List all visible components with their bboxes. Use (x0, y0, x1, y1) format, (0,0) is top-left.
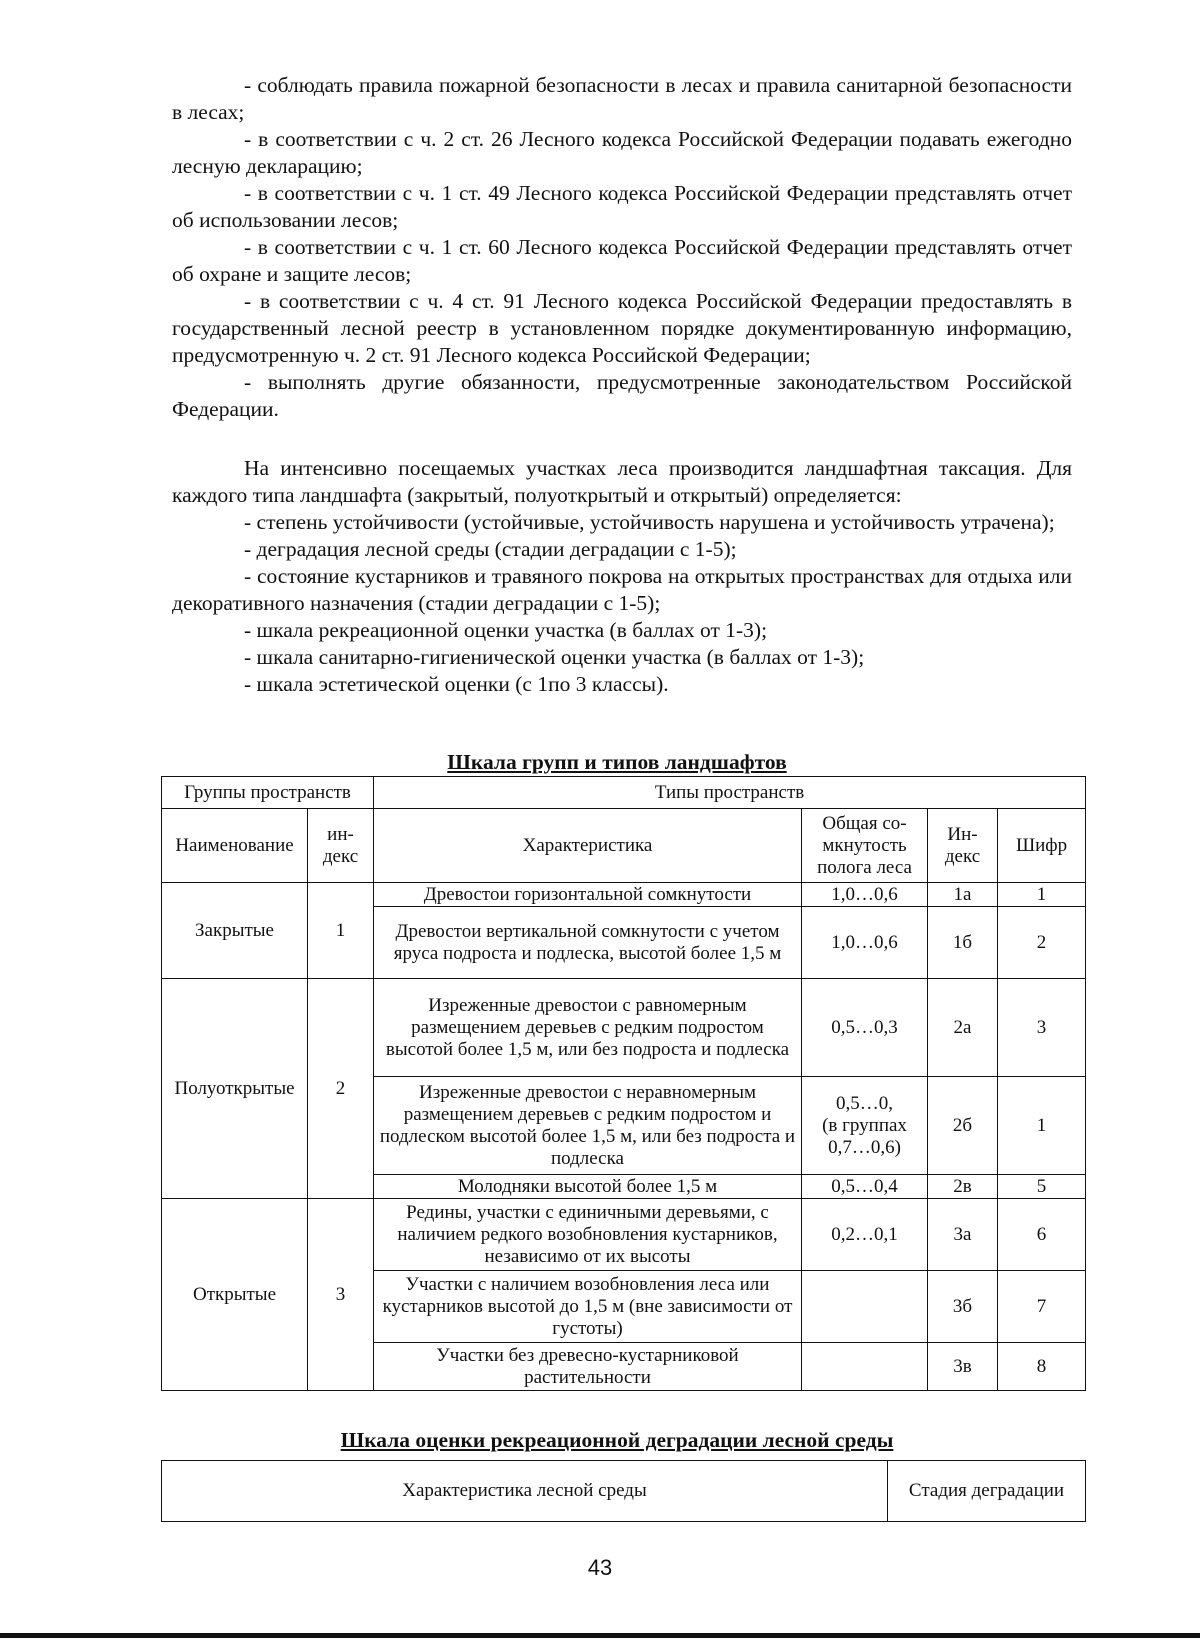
header-types: Типы пространств (374, 777, 1086, 809)
row-characteristic: Древостои горизонтальной сомкнутости (374, 883, 802, 907)
row-closure: 0,5…0, (в группах 0,7…0,6) (802, 1077, 928, 1175)
row-index: 2б (928, 1077, 998, 1175)
row-code: 8 (998, 1343, 1086, 1391)
group-index: 1 (308, 883, 374, 979)
row-characteristic: Древостои вертикальной сомкнутости с учетом яруса подроста и подлеска, высотой более 1,5 м (374, 907, 802, 979)
row-closure (802, 1343, 928, 1391)
row-characteristic: Редины, участки с единичными деревьями, с наличием редкого возобновления кустарников, независимо от их высоты (374, 1199, 802, 1271)
row-index: 1б (928, 907, 998, 979)
taxation-item: - деградация лесной среды (стадии деградации с 1-5); (244, 537, 737, 561)
obligation-item: - в соответствии с ч. 1 ст. 49 Лесного кодекса Российской Федерации представлять отчет об использовании лесов; (172, 181, 1072, 232)
header-characteristic: Характеристика (374, 809, 802, 883)
row-characteristic: Участки без древесно-кустарниковой растительности (374, 1343, 802, 1391)
header-closure: Общая со- мкнутость полога леса (802, 809, 928, 883)
row-closure: 1,0…0,6 (802, 883, 928, 907)
header-degradation-stage: Стадия деградации (888, 1461, 1086, 1522)
row-closure: 0,5…0,3 (802, 979, 928, 1077)
header-type-index: Ин- декс (928, 809, 998, 883)
table-row (162, 883, 1086, 907)
row-characteristic: Изреженные древостои с неравномерным размещением деревьев с редким подростом и подлеском высотой более 1,5 м, или без подроста и подлеска (374, 1077, 802, 1175)
table-row (162, 979, 1086, 1077)
row-index: 3б (928, 1271, 998, 1343)
header-forest-characteristic: Характеристика лесной среды (162, 1461, 888, 1522)
row-index: 1а (928, 883, 998, 907)
row-code: 3 (998, 979, 1086, 1077)
row-code: 1 (998, 883, 1086, 907)
group-name: Полуоткрытые (162, 979, 308, 1199)
row-characteristic: Участки с наличием возобновления леса или кустарников высотой до 1,5 м (вне зависимости от густоты) (374, 1271, 802, 1343)
row-code: 6 (998, 1199, 1086, 1271)
obligation-item: - соблюдать правила пожарной безопасности в лесах и правила санитарной безопасности в лесах; (172, 73, 1072, 124)
bottom-rule (0, 1633, 1200, 1638)
group-index: 2 (308, 979, 374, 1199)
header-group-index: ин- декс (308, 809, 374, 883)
header-code: Шифр (998, 809, 1086, 883)
group-name: Открытые (162, 1199, 308, 1391)
obligation-item: - в соответствии с ч. 2 ст. 26 Лесного кодекса Российской Федерации подавать ежегодно лесную декларацию; (172, 127, 1072, 178)
degradation-table-title: Шкала оценки рекреационной деградации лесной среды (340, 1428, 894, 1452)
row-closure: 0,2…0,1 (802, 1199, 928, 1271)
group-name: Закрытые (162, 883, 308, 979)
row-code: 2 (998, 907, 1086, 979)
degradation-table (161, 1460, 1086, 1522)
row-index: 3а (928, 1199, 998, 1271)
taxation-section (172, 455, 1072, 698)
taxation-item: - состояние кустарников и травяного покрова на открытых пространствах для отдыха или декоративного назначения (стадии деградации с 1-5); (172, 564, 1072, 615)
header-groups: Группы пространств (162, 777, 374, 809)
row-code: 7 (998, 1271, 1086, 1343)
taxation-item: - шкала эстетической оценки (с 1по 3 классы). (244, 672, 669, 696)
obligation-item: - в соответствии с ч. 1 ст. 60 Лесного кодекса Российской Федерации представлять отчет об охране и защите лесов; (172, 235, 1072, 286)
taxation-item: - степень устойчивости (устойчивые, устойчивость нарушена и устойчивость утрачена); (244, 510, 1055, 534)
row-index: 3в (928, 1343, 998, 1391)
row-closure: 1,0…0,6 (802, 907, 928, 979)
header-name: Наименование (162, 809, 308, 883)
landscape-table-title: Шкала групп и типов ландшафтов (447, 750, 787, 774)
taxation-paragraph: На интенсивно посещаемых участках леса производится ландшафтная таксация. Для каждого типа ландшафта (закрытый, полуоткрытый и открытый) определяется: (172, 456, 1072, 507)
obligations-list (172, 72, 1072, 423)
row-code: 1 (998, 1077, 1086, 1175)
row-closure (802, 1271, 928, 1343)
obligation-item: - выполнять другие обязанности, предусмотренные законодательством Российской Федерации. (172, 370, 1072, 421)
group-index: 3 (308, 1199, 374, 1391)
row-index: 2а (928, 979, 998, 1077)
row-index: 2в (928, 1175, 998, 1199)
landscape-table (161, 776, 1086, 1391)
taxation-item: - шкала санитарно-гигиенической оценки участка (в баллах от 1-3); (244, 645, 865, 669)
obligation-item: - в соответствии с ч. 4 ст. 91 Лесного кодекса Российской Федерации предоставлять в государственный лесной реестр в установленном порядке документированную информацию, предусмотренную ч. 2 ст. 91 Лесного кодекса Российской Федерации; (172, 289, 1072, 367)
table-row (162, 1199, 1086, 1271)
page-number: 43 (587, 1555, 613, 1580)
taxation-item: - шкала рекреационной оценки участка (в баллах от 1-3); (244, 618, 768, 642)
row-closure: 0,5…0,4 (802, 1175, 928, 1199)
row-code: 5 (998, 1175, 1086, 1199)
row-characteristic: Изреженные древостои с равномерным размещением деревьев с редким подростом высотой более 1,5 м, или без подроста и подлеска (374, 979, 802, 1077)
row-characteristic: Молодняки высотой более 1,5 м (374, 1175, 802, 1199)
